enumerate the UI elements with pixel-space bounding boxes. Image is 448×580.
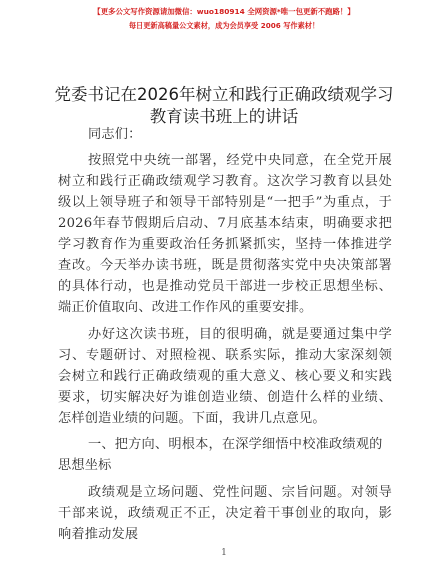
paragraph-purpose: 办好这次读书班，目的很明确，就是要通过集中学习、专题研讨、对照检视、联系实际，推动大家深刻领会树立和践行正确政绩观的重大意义、核心要义和实践要求，切实解决好为谁创造业绩、创造什么样的业绩、怎样创造业绩的问题。下面，我讲几点意见。: [58, 327, 392, 426]
paragraph-section1: 政绩观是立场问题、党性问题、宗旨问题。对领导干部来说，政绩观正不正，决定着干事创业的取向，影响着推动发展: [58, 485, 392, 542]
promo-banner: [0, 6, 448, 32]
greeting: 同志们：: [88, 127, 142, 142]
promo-banner-line2: 每日更新高稿量公文素材，成为会员享受 2006 写作素材！: [128, 21, 320, 30]
document-title: [0, 84, 448, 128]
document-title-line2: 教育读书班上的讲话: [149, 107, 299, 126]
document-body: [58, 124, 392, 545]
promo-banner-line1: 【更多公文写作资源请加微信：wuo180914 全网资源*唯一包更新不跑路！】: [93, 7, 355, 16]
paragraph-intro: 按照党中央统一部署，经党中央同意，在全党开展树立和践行正确政绩观学习教育。这次学习教育以县处级以上领导班子和领导干部特别是“一把手”为重点，于2026年春节假期后启动、7月底基本结束，明确要求把学习教育作为重要政治任务抓紧抓实，坚持一体推进学查改。今天举办读书班，既是贯彻落实党中央决策部署的具体行动，也是推动党员干部进一步校正思想坐标、端正价值取向、改进工作作风的重要安排。: [58, 153, 392, 315]
section-heading-1: 一、把方向、明根本，在深学细悟中校准政绩观的思想坐标: [58, 437, 383, 473]
document-title-line1: 党委书记在2026年树立和践行正确政绩观学习: [54, 85, 394, 104]
page-number: 1: [221, 548, 227, 558]
